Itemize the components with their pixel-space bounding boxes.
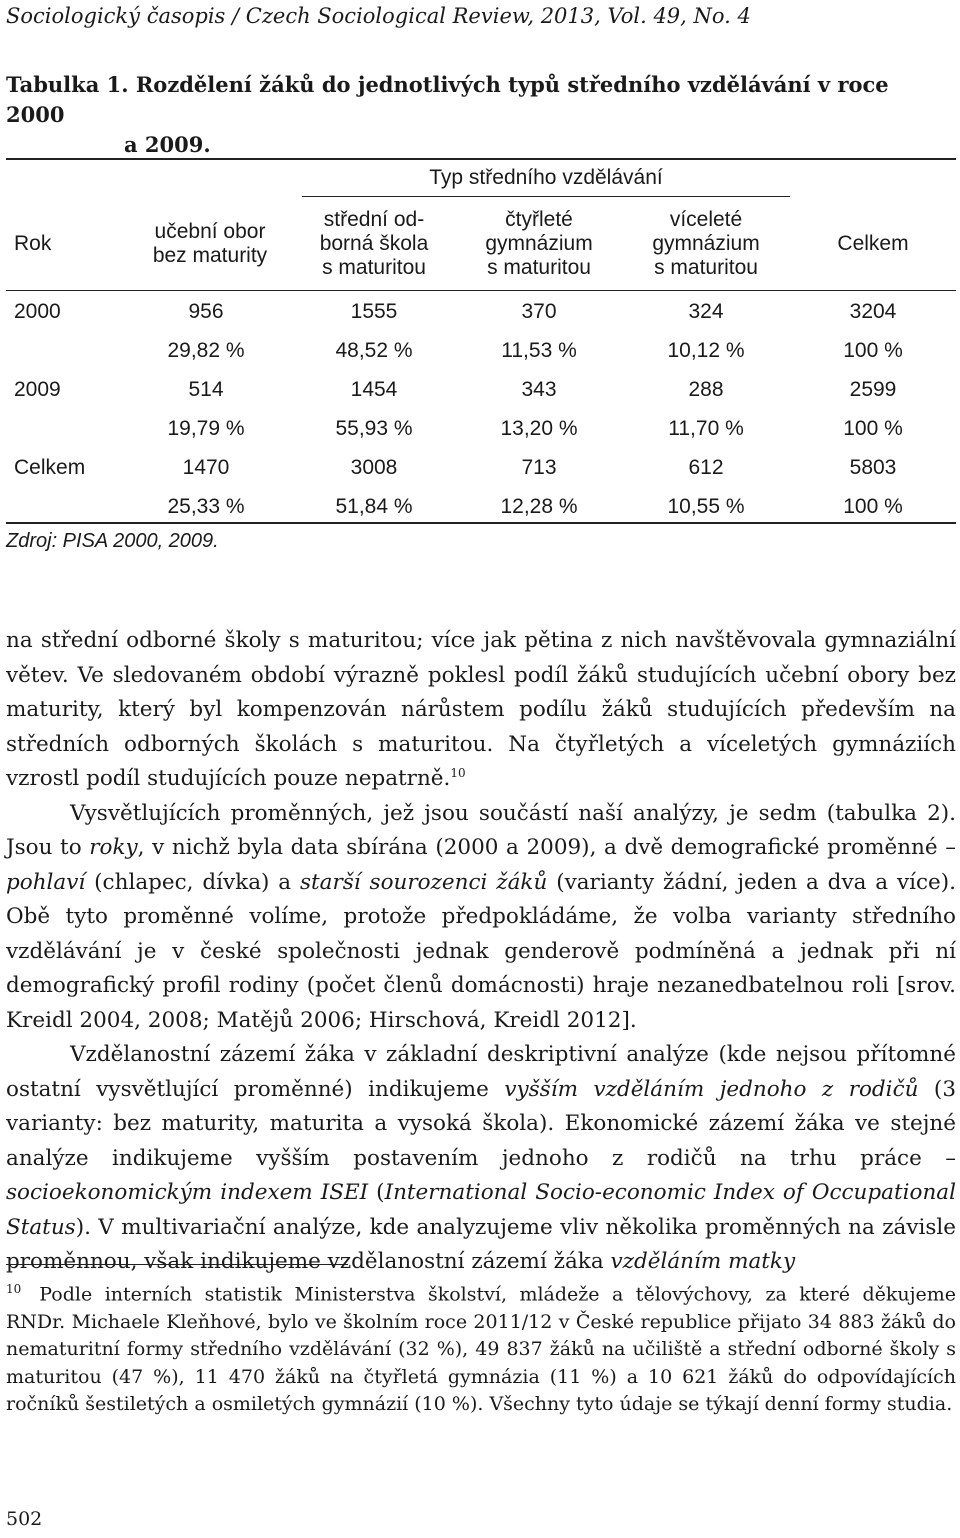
table-cell: 3008 [350,456,398,479]
table-cell: 3204 [849,300,897,323]
table-cell: 10,12 % [667,339,745,362]
table-cell: 13,20 % [500,417,578,440]
page-number: 502 [6,1508,43,1530]
paragraph-3 [6,1038,956,1280]
header-col-2-line-2: borná škola [319,232,429,255]
table-cell: 19,79 % [167,417,245,440]
text-run: (3 varianty: bez maturity, maturita a vysoká škola). Ekonomické zázemí žáka ve stejné analýze indikujeme vyšším postavením jednoho z rodičů na trhu práce – [6,1076,956,1171]
header-col-2-line-3: s maturitou [322,256,426,279]
footnote-ref: 10 [450,765,466,780]
header-col-1-line-2: bez maturity [152,244,268,267]
italic-run: socioekonomickým indexem ISEI [6,1180,369,1205]
table-cell: 1470 [182,456,230,479]
table-top-rule [6,158,956,160]
paragraph-1 [6,624,956,797]
text-run: (chlapec, dívka) a [85,869,300,895]
header-col-2 [292,208,456,280]
footnote-number: 10 [6,1282,22,1296]
header-col-4 [622,208,790,280]
header-group: Typ středního vzdělávání [429,166,663,189]
italic-run: pohlaví [6,869,86,895]
group-header-rule [302,196,790,197]
text-run: Vysvětlujících proměnných, jež jsou součástí naší analýzy, je sedm (tabulka 2). Jsou to [6,800,956,860]
table-cell: 713 [521,456,557,479]
table-cell: 956 [188,300,224,323]
table-cell: 612 [688,456,724,479]
text-run: ). V multivariační analýze, kde analyzujeme vliv několika proměnných na závisle proměnnou, však indikujeme vzdělanostní zázemí žáka [6,1214,956,1274]
table-cell: 2599 [849,378,897,401]
table-cell: 25,33 % [167,495,245,518]
table-cell: 324 [688,300,724,323]
footnote-rule [6,1264,348,1265]
header-col-3-line-3: s maturitou [487,256,591,279]
row-label: 2000 [14,300,61,323]
row-label: Celkem [14,456,86,479]
header-col-3 [456,208,622,280]
caption-line-2: a 2009. [124,132,211,157]
italic-run: vzděláním matky [610,1249,796,1274]
table-cell: 48,52 % [335,339,413,362]
header-col-4-line-1: víceleté [669,208,743,231]
header-col-4-line-2: gymnázium [652,232,760,255]
table-cell: 11,53 % [501,339,577,362]
header-col-1 [118,220,302,268]
table-cell: 100 % [843,417,903,440]
table-cell: 55,93 % [335,417,413,440]
table-cell: 343 [521,378,557,401]
paragraph-2 [6,797,956,1039]
table-caption [6,70,926,160]
table-cell: 5803 [849,456,897,479]
caption-line-1: Tabulka 1. Rozdělení žáků do jednotlivých typů středního vzdělávání v roce 2000 [6,72,889,127]
header-col-3-line-2: gymnázium [485,232,593,255]
header-col-3-line-1: čtyřleté [505,208,573,231]
table-header-rule [6,290,956,291]
table-cell: 288 [688,378,724,401]
footnote [6,1276,956,1419]
table-cell: 11,70 % [668,417,744,440]
italic-run: International Socio-economic Index of Occupational Status [6,1180,956,1240]
header-celkem: Celkem [837,232,909,255]
header-col-1-line-1: učební obor [154,220,266,243]
table-cell: 51,84 % [335,495,413,518]
header-rok: Rok [14,232,52,255]
table-cell: 1454 [350,378,398,401]
table-cell: 29,82 % [167,339,245,362]
text-run: Vzdělanostní zázemí žáka v základní deskriptivní analýze (kde nejsou přítomné ostatní vysvětlující proměnné) indikujeme [6,1042,956,1102]
text-run: ( [368,1180,385,1205]
paragraph-1-text: na střední odborné školy s maturitou; více jak pětina z nich navštěvovala gymnaziální větev. Ve sledovaném období výrazně poklesl podíl žáků studujících učební obory bez maturity, který byl kompenzován nárůstem podílu žáků studujících především na středních odborných školách s maturitou. Na čtyřletých a víceletých gymnáziích vzrostl podíl studujících pouze nepatrně. [6,628,956,791]
header-col-2-line-1: střední od- [323,208,425,231]
table-cell: 1555 [350,300,398,323]
running-header: Sociologický časopis / Czech Sociological Review, 2013, Vol. 49, No. 4 [6,4,751,28]
table-source: Zdroj: PISA 2000, 2009. [6,530,219,552]
table-bottom-rule [6,522,956,524]
table-cell: 100 % [843,339,903,362]
header-col-4-line-3: s maturitou [654,256,758,279]
text-run: , v nichž byla data sbírána (2000 a 2009), a dvě demografické proměnné – [137,835,956,860]
table-cell: 370 [521,300,557,323]
text-run: (varianty žádní, jeden a dva a více). Obě tyto proměnné volíme, protože předpokládáme, že volba varianty středního vzdělávání je v české společnosti jednak genderově podmíněná a jednak při ní demografický profil rodiny (počet členů domácnosti) hraje nezanedbatelnou roli [srov. Kreidl 2004, 2008; Matějů 2006; Hirschová, Kreidl 2012]. [6,869,956,1033]
body-text [6,624,956,1280]
table-cell: 100 % [843,495,903,518]
footnote-text: Podle interních statistik Ministerstva školství, mládeže a tělovýchovy, za které děkujeme RNDr. Michaele Kleňhové, bylo ve školním roce 2011/12 v České republice přijato 34 883 žáků do nematuritní formy středního vzdělávání (32 %), 49 837 žáků na učiliště a střední odborné školy s maturitou (47 %), 11 470 žáků na čtyřletá gymnázia (11 %) a 10 621 žáků do odpovídajících ročníků šestiletých a osmiletých gymnázií (10 %). Všechny tyto údaje se týkají denní formy studia. [6,1283,956,1416]
italic-run: starší sourozenci žáků [299,869,548,895]
table-cell: 12,28 % [500,495,578,518]
table-cell: 10,55 % [667,495,745,518]
row-label: 2009 [14,378,61,401]
table-cell: 514 [188,378,224,401]
italic-run: vyšším vzděláním jednoho z rodičů [504,1076,919,1102]
italic-run: roky [89,835,138,860]
